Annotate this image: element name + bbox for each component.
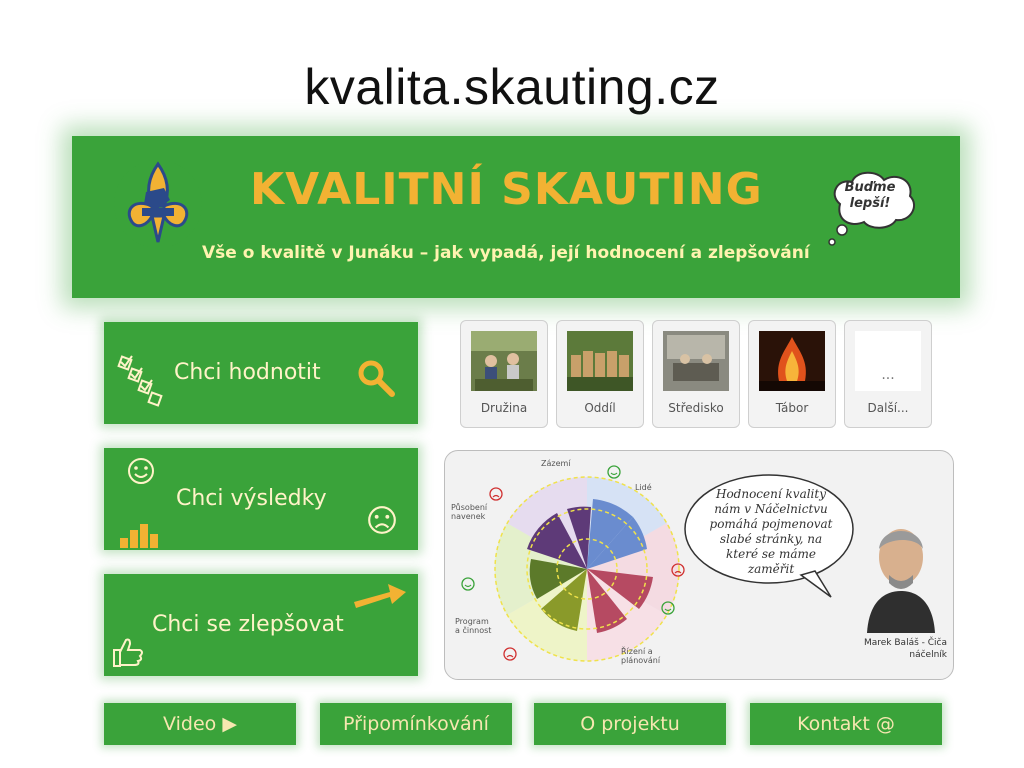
action-button-evaluate[interactable]: [104, 322, 418, 424]
category-label-dalsi: Další...: [867, 401, 909, 415]
nav-o-projektu-button[interactable]: [534, 703, 726, 745]
nav-video-button[interactable]: [104, 703, 296, 745]
sad-face-icon: [366, 504, 398, 536]
action-label-results: Chci výsledky: [176, 486, 327, 511]
nav-kontakt-button[interactable]: [750, 703, 942, 745]
results-panel[interactable]: [444, 450, 954, 680]
smiley-icon: [461, 577, 475, 591]
portrait-caption: [837, 637, 947, 661]
quote-text: Hodnocení kvality nám v Náčelnictvu pomáhá pojmenovat slabé stránky, na které se máme zaměřit: [709, 487, 833, 576]
photo-druzina: [471, 331, 537, 391]
radar-chart: [487, 469, 687, 669]
nav-pripominkovani-label: Připomínkování: [343, 713, 489, 735]
scout-lily-logo-icon: [112, 158, 204, 250]
chart-label-bottom-right: Řízení a plánování: [621, 647, 661, 665]
checklist-icon: [112, 352, 182, 418]
action-label-evaluate: Chci hodnotit: [174, 360, 321, 385]
chart-label-bottom-left: Program a činnost: [455, 617, 492, 635]
action-button-improve[interactable]: [104, 574, 418, 676]
nav-video-label: Video ▶: [163, 713, 237, 735]
chart-label-top-right: Lidé: [635, 483, 652, 492]
header-banner[interactable]: [72, 136, 960, 298]
smiley-icon: [661, 601, 675, 615]
photo-oddil: [567, 331, 633, 391]
sad-face-icon: [503, 647, 517, 661]
sad-face-icon: [489, 487, 503, 501]
banner-title: KVALITNÍ SKAUTING: [250, 164, 763, 215]
caption-role: náčelník: [909, 650, 947, 660]
chart-label-top: Zázemí: [541, 459, 571, 468]
photo-stredisko: [663, 331, 729, 391]
photo-tabor: [759, 331, 825, 391]
category-tabor[interactable]: [748, 320, 836, 428]
caption-name: Marek Baláš - Čiča: [863, 638, 947, 648]
bubble-text: [838, 180, 902, 212]
banner-subtitle: Vše o kvalitě v Junáku – jak vypadá, její hodnocení a zlepšování: [202, 243, 810, 263]
category-oddil[interactable]: [556, 320, 644, 428]
page-title: kvalita.skauting.cz: [304, 59, 720, 115]
arrow-right-icon: [352, 580, 408, 610]
bubble-line-1: Buďme: [844, 180, 896, 195]
action-label-improve: Chci se zlepšovat: [152, 612, 344, 637]
smiley-icon: [126, 456, 156, 486]
category-label-druzina: Družina: [480, 401, 528, 415]
category-label-stredisko: Středisko: [668, 401, 724, 415]
category-druzina[interactable]: [460, 320, 548, 428]
bar-chart-icon: [116, 520, 172, 548]
bubble-line-2: lepší!: [849, 196, 891, 211]
smiley-icon: [607, 465, 621, 479]
portrait-photo: [859, 505, 943, 633]
chart-label-left: Působení navenek: [451, 503, 488, 521]
nav-o-projektu-label: O projektu: [580, 713, 680, 735]
action-button-results[interactable]: [104, 448, 418, 550]
placeholder-dalsi: ...: [855, 331, 921, 391]
nav-kontakt-label: Kontakt @: [797, 713, 895, 735]
magnifier-icon: [356, 358, 396, 398]
nav-pripominkovani-button[interactable]: [320, 703, 512, 745]
category-label-tabor: Tábor: [775, 401, 809, 415]
category-stredisko[interactable]: [652, 320, 740, 428]
category-label-oddil: Oddíl: [584, 401, 616, 415]
category-dalsi[interactable]: [844, 320, 932, 428]
thumbs-up-icon: [110, 634, 146, 670]
